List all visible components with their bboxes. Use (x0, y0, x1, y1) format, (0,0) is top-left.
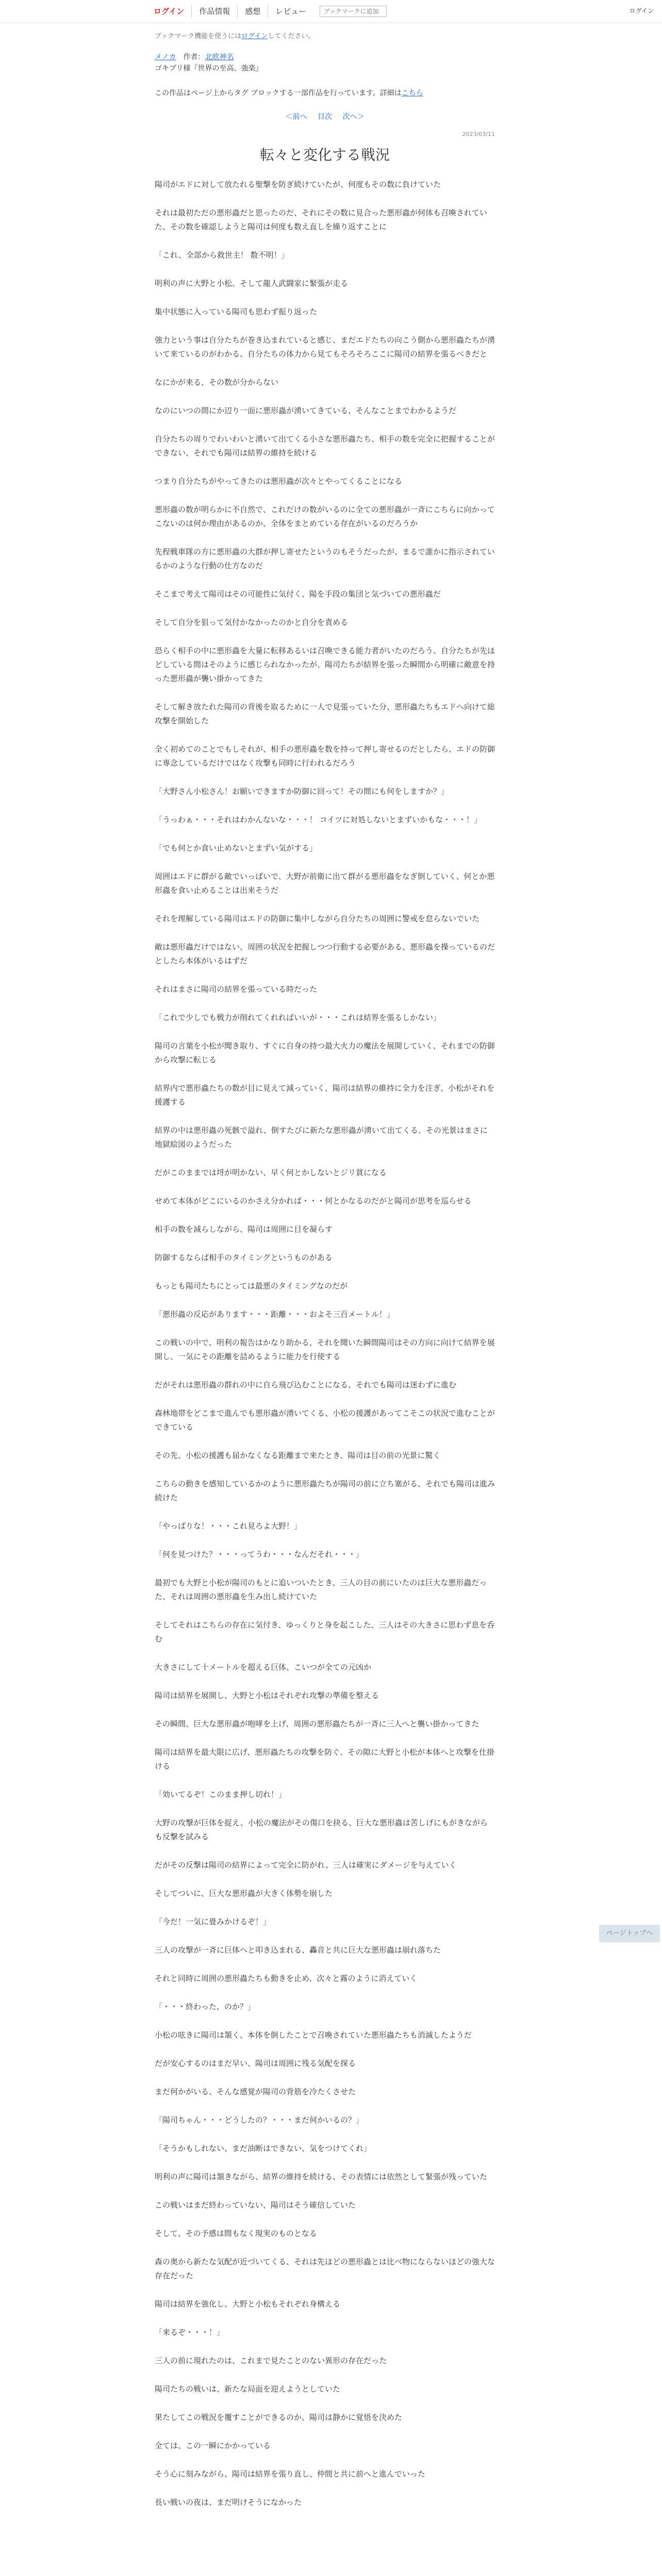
body-paragraph: つまり自分たちがやってきたのは悪形蟲が次々とやってくることになる (155, 477, 403, 486)
body-paragraph: 全く初めてのことでもしそれが、相手の悪形蟲を数を持って押し寄せるのだとしたら、エドの防御に専念しているだけではなく攻撃も同時に行われるだろう (155, 744, 495, 768)
body-paragraph: だがその反撃は陽司の結界によって完全に防がれ、三人は確実にダメージを与えていく (155, 1860, 457, 1870)
body-paragraph: こちらの動きを感知しているかのように悪形蟲たちが陽司の前に立ち塞がる、それでも陽司は進み続けた (155, 1479, 495, 1502)
body-paragraph: 明利の声に陽司は頷きながら、結界の維持を続ける、その表情には依然として緊張が残っていた (155, 2172, 488, 2181)
header-nav (150, 5, 387, 18)
intro-link[interactable]: こちら (401, 89, 423, 97)
body-paragraph: そして自分を狙って気付かなかったのかと自分を責める (155, 618, 349, 627)
body-paragraph: 「これで少しでも戦力が削れてくれればいいが・・・これは結界を張るしかない」 (155, 1013, 441, 1022)
body-paragraph: せめて本体がどこにいるのかさえ分かれば・・・何とかなるのだがと陽司が思考を巡らせる (155, 1196, 472, 1206)
body-paragraph: 「・・・終わった、のか？」 (155, 2002, 255, 2011)
intro-row (155, 88, 495, 99)
body-paragraph: 陽司は結界を強化し、大野と小松もそれぞれ身構える (155, 2299, 341, 2309)
body-paragraph: 三人の攻撃が一斉に巨体へと叩き込まれる、轟音と共に巨大な悪形蟲は崩れ落ちた (155, 1945, 441, 1955)
body-paragraph: そして、その予感は間もなく現実のものとなる (155, 2229, 317, 2238)
body-paragraph: それを理解している陽司はエドの防御に集中しながら自分たちの周囲に警戒を怠らないでいた (155, 914, 480, 923)
body-paragraph: 「何を見つけた？・・・ってうわ・・・なんだそれ・・・」 (155, 1550, 364, 1559)
nav-review[interactable]: レビュー (275, 7, 307, 16)
body-paragraph: なにかが来る、その数が分からない (155, 378, 279, 387)
nav-info[interactable]: 感想 (238, 5, 268, 18)
body-paragraph: そして解き放たれた陽司の背後を取るために一人で見張っていた分、悪形蟲たちもエドへ向けて総攻撃を開始した (155, 702, 495, 725)
body-paragraph: この戦いはまだ終わっていない、陽司はそう確信していた (155, 2200, 356, 2210)
author-label (183, 52, 234, 63)
body-paragraph: もっとも陽司たちにとっては最悪のタイミングなのだが (155, 1281, 348, 1291)
footer-spacer (155, 2524, 495, 2545)
body-paragraph: その先、小松の援護も届かなくなる距離まで来たとき、陽司は目の前の光景に驚く (155, 1451, 441, 1460)
body-paragraph: それはまさに陽司の結界を張っている時だった (155, 985, 318, 994)
body-paragraph: 果たしてこの戦況を覆すことができるのか、陽司は静かに覚悟を決めた (155, 2413, 403, 2422)
body-paragraph: 大野の攻撃が巨体を捉え、小松の魔法がその傷口を抉る、巨大な悪形蟲は苦しげにもがきながらも反撃を試みる (155, 1818, 488, 1841)
chapter-title: 転々と変化する戦況 (259, 146, 390, 163)
body-paragraph: 長い戦いの夜は、まだ明けそうになかった (155, 2498, 302, 2507)
body-paragraph: 「効いてるぞ！このまま押し切れ！」 (155, 1790, 287, 1799)
author-prefix: 作者： (183, 53, 205, 61)
body-paragraph: 「大野さん小松さん！お願いできますか防御に回って！その間にも何をしますか？」 (155, 787, 449, 796)
body-paragraph: そう心に刻みながら、陽司は結界を張り直し、仲間と共に前へと進んでいった (155, 2469, 426, 2479)
body-paragraph: それは最初ただの悪形蟲だと思ったのだ、それにその数に見合った悪形蟲が何体も召喚されていた、その数を確認しようと陽司は何度も数え直しを繰り返すことに (155, 208, 488, 231)
main-column (155, 31, 495, 2545)
page-top-button[interactable]: ページトップへ (599, 1925, 660, 1942)
body-paragraph: 「うっわぁ・・・それはわかんないな・・・！ コイツに対処しないとまずいかもな・・・！」 (155, 815, 482, 824)
body-paragraph: 「来るぞ・・・！」 (155, 2328, 225, 2337)
body-paragraph: 「これ、全部から救世主！ 数不明！」 (155, 250, 289, 260)
body-paragraph: そこまで考えて陽司はその可能性に気付く、陽を手段の集団と気づいての悪形蟲だ (155, 589, 441, 599)
body-paragraph: 結界の中は悪形蟲の死骸で溢れ、倒すたびに新たな悪形蟲が湧いて出てくる、その光景はまさに地獄絵図のようだった (155, 1126, 488, 1149)
series-breadcrumb: ゴキブリ様『世界の至高、強楽』 (155, 64, 263, 73)
body-paragraph: それと同時に周囲の悪形蟲たちも動きを止め、次々と霧のように消えていく (155, 1974, 418, 1983)
notice-login-link[interactable]: ログイン (241, 32, 268, 40)
chapter-body (155, 178, 495, 2510)
body-paragraph: 陽司がエドに対して放たれる聖撃を防ぎ続けていたが、何度もその数に負けていた (155, 180, 441, 189)
body-paragraph: 「やっぱりな！・・・これ見ろよ大野！」 (155, 1521, 302, 1531)
body-paragraph: だがそれは悪形蟲の群れの中に自ら飛び込むことになる、それでも陽司は迷わずに進む (155, 1380, 457, 1389)
toc-link[interactable]: 目次 (318, 113, 332, 121)
body-paragraph: なのにいつの間にか辺り一面に悪形蟲が湧いてきている、そんなことまでわかるようだ (155, 406, 457, 415)
nav-login[interactable]: ログイン (150, 5, 192, 18)
author-link[interactable]: 北欧神名 (205, 53, 234, 61)
series-block (155, 52, 495, 74)
body-paragraph: 防御するならば相手のタイミングというものがある (155, 1253, 333, 1262)
body-paragraph: そしてそれはこちらの存在に気付き、ゆっくりと身を起こした、三人はその大きさに思わず息を呑む (155, 1620, 495, 1643)
body-paragraph: 強力という事は自分たちが巻き込まれていると感じ、まだエドたちの向こう側から悪形蟲たちが湧いて来ているのがわかる、自分たちの体力から見てもそろそろここに陽司の結界を張るべきだと (155, 335, 495, 359)
body-paragraph: 敵は悪形蟲だけではない、周囲の状況を把握しつつ行動する必要がある、悪形蟲を操っているのだとしたら本体がいるはずだ (155, 942, 495, 965)
body-paragraph: その瞬間、巨大な悪形蟲が咆哮を上げ、周囲の悪形蟲たちが一斉に三人へと襲い掛かってきた (155, 1719, 479, 1728)
body-paragraph: 「陽司ちゃん・・・どうしたの？・・・まだ何かいるの？」 (155, 2115, 364, 2125)
body-paragraph: 陽司は結界を最大限に広げ、悪形蟲たちの攻撃を防ぐ、その隙に大野と小松が本体へと攻撃を仕掛ける (155, 1748, 495, 1771)
bookmark-add-input[interactable] (320, 6, 387, 17)
next-page-link[interactable]: 次へ＞ (342, 113, 365, 121)
body-paragraph: まだ何かがいる、そんな感覚が陽司の背筋を冷たくさせた (155, 2087, 356, 2096)
pager (155, 111, 495, 122)
body-paragraph: 悪形蟲の数が明らかに不自然で、これだけの数がいるのに全ての悪形蟲が一斉にこちらに向かってこないのは何か理由があるのか、全体をまとめている存在がいるのだろうか (155, 505, 495, 528)
body-paragraph: 自分たちの周りでわいわいと湧いて出てくる小さな悪形蟲たち、相手の数を完全に把握することができない、それでも陽司は結界の維持を続ける (155, 434, 495, 457)
body-paragraph: 陽司の言葉を小松が聞き取り、すぐに自身の持つ最大火力の魔法を展開していく、それまでの防御から攻撃に転じる (155, 1041, 495, 1064)
body-paragraph: 森の奥から新たな気配が近づいてくる、それは先ほどの悪形蟲とは比べ物にならないほどの強大な存在だった (155, 2257, 495, 2280)
body-paragraph: 明利の声に大野と小松、そして龍人武闘家に緊張が走る (155, 279, 349, 288)
body-paragraph: だがこのままでは埒が明かない、早く何とかしないとジリ貧になる (155, 1168, 387, 1177)
body-paragraph: 森林地帯をどこまで進んでも悪形蟲が湧いてくる、小松の援護があってこそこの状況で進むことができている (155, 1409, 495, 1432)
body-paragraph: 恐らく相手の中に悪形蟲を大量に転移あるいは召喚できる能力者がいたのだろう、自分たちが先ほどしている間はそのように感じられなかったが、陽司たちが結界を張った瞬間から明確に敵意を持った悪形蟲が襲い掛かってきた (155, 646, 495, 683)
notice-prefix: ブックマーク機能を使うには (155, 32, 242, 40)
series-meta-row (155, 52, 495, 63)
body-paragraph: 陽司たちの戦いは、新たな局面を迎えようとしていた (155, 2384, 341, 2394)
body-paragraph: 大きさにして十メートルを超える巨体、こいつが全ての元凶か (155, 1663, 372, 1672)
prev-page-link[interactable]: ＜前へ (285, 113, 307, 121)
body-paragraph: 「悪形蟲の反応があります・・・距離・・・およそ三百メートル！」 (155, 1310, 395, 1319)
body-paragraph: 最初でも大野と小松が陽司のもとに追いついたとき、三人の目の前にいたのは巨大な悪形蟲だった、それは周囲の悪形蟲を生み出し続けていた (155, 1578, 487, 1601)
body-paragraph: 相手の数を減らしながら、陽司は周囲に目を凝らす (155, 1225, 333, 1234)
nav-works[interactable]: 作品情報 (192, 5, 238, 18)
header-right-login[interactable]: ログイン (629, 7, 654, 14)
body-paragraph: そしてついに、巨大な悪形蟲が大きく体勢を崩した (155, 1889, 333, 1898)
body-paragraph: 結界内で悪形蟲たちの数が目に見えて減っていく、陽司は結界の維持に全力を注ぎ、小松がそれを援護する (155, 1083, 495, 1107)
body-paragraph: 「そうかもしれない、まだ油断はできない、気をつけてくれ」 (155, 2144, 372, 2153)
body-paragraph: 陽司は結界を展開し、大野と小松はそれぞれ攻撃の準備を整える (155, 1691, 379, 1700)
notice-suffix: してください。 (268, 32, 315, 40)
body-paragraph: 周囲はエドに群がる敵でいっぱいで、大野が前衛に出て群がる悪形蟲をなぎ倒していく、何とか悪形蟲を食い止めることは出来そうだ (155, 872, 495, 895)
body-paragraph: 全ては、この一瞬にかかっている (155, 2441, 271, 2450)
site-header (0, 0, 662, 23)
body-paragraph: この戦いの中で、明利の報告はかなり助かる、それを聞いた瞬間陽司はその方向に向けて結界を展開し、一気にその距離を詰めるように能力を行使する (155, 1338, 495, 1361)
body-paragraph: 三人の前に現れたのは、これまで見たことのない異形の存在だった (155, 2356, 387, 2365)
series-link[interactable]: メノカ (155, 53, 176, 61)
intro-text: この作品はページ上からタグ ブロックする一部作品を行っています。詳細は (155, 89, 402, 97)
bookmark-notice (155, 31, 495, 42)
body-paragraph: 先程戦車隊の方に悪形蟲の大群が押し寄せたというのもそうだったが、まるで誰かに指示されているかのような行動の仕方なのだ (155, 547, 495, 570)
publish-date: 2023/03/11 (462, 131, 495, 138)
body-paragraph: 「今だ！一気に畳みかけるぞ！」 (155, 1917, 271, 1926)
body-paragraph: 「でも何とか食い止めないとまずい気がする」 (155, 843, 318, 853)
body-paragraph: 集中状態に入っている陽司も思わず振り返った (155, 307, 318, 316)
body-paragraph: だが安心するのはまだ早い、陽司は周囲に残る気配を探る (155, 2059, 356, 2068)
body-paragraph: 小松の呟きに陽司は頷く、本体を倒したことで召喚されていた悪形蟲たちも消滅したようだ (155, 2030, 472, 2040)
